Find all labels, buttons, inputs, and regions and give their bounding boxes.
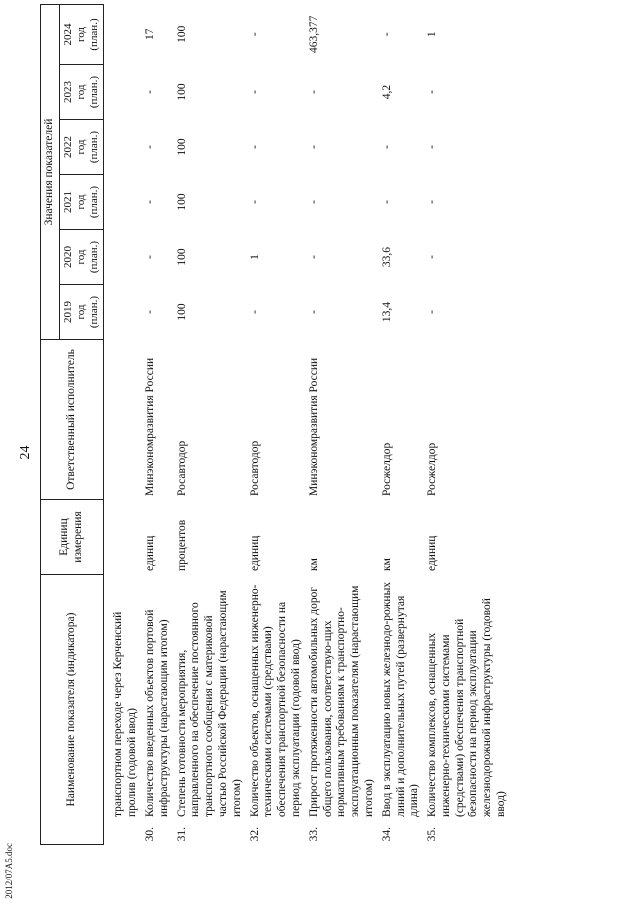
row-value-2024: 100	[175, 25, 188, 43]
row-value-2023: -	[307, 90, 320, 94]
header-year-line: 2021	[61, 191, 74, 213]
table-row	[247, 4, 306, 844]
row-unit: км	[307, 558, 320, 571]
row-indicator-name: Ввод в эксплуатацию новых железнодо-рожных линий и дополнительных путей (развернутая длина)	[380, 581, 421, 817]
footer-filename: 2012/07А5.doc	[4, 843, 14, 899]
table-row	[379, 4, 424, 844]
header-executor: Ответственный исполнитель	[41, 340, 104, 500]
row-value-2019: -	[143, 310, 156, 314]
row-value-2020: 1	[248, 254, 261, 260]
row-value-2020: -	[426, 255, 439, 259]
header-year-line: 2019	[61, 301, 74, 323]
row-value-2022: -	[307, 145, 320, 149]
row-indicator-name: Количество введенных объектов портовой инфраструктуры (нарастающим итогом)	[143, 609, 170, 817]
header-year-line: (план.)	[88, 240, 101, 274]
header-year-line: 2023	[61, 81, 74, 103]
row-unit: км	[380, 558, 393, 571]
continuation-text: транспортном переходе через Керченский пролив (годовой ввод)	[112, 611, 139, 817]
row-value-2023: -	[426, 90, 439, 94]
row-number: 33.	[307, 827, 320, 842]
header-year-line: (план.)	[88, 130, 101, 164]
row-value-2020: -	[143, 255, 156, 259]
row-executor: Минэкономразвития России	[307, 357, 320, 496]
row-value-2024: -	[248, 32, 261, 37]
row-value-2019: -	[307, 310, 320, 314]
row-executor: Росавтодор	[248, 440, 261, 496]
row-value-2022: -	[426, 145, 439, 149]
row-value-2022: 100	[175, 138, 188, 156]
row-value-2023: -	[143, 90, 156, 94]
table-header	[41, 4, 104, 844]
row-value-2022: -	[380, 145, 393, 149]
row-unit: единиц	[248, 535, 261, 571]
header-year-2019	[59, 285, 104, 340]
header-year-line: (план.)	[88, 75, 101, 109]
table-row	[424, 4, 511, 844]
row-indicator-name: Количество комплексов, оснащенных инженерно-техническими системами (средствами) обеспечения транспортной безопасности на период эксплуатации железнодорожной инфраструктуры (годовой ввод)	[426, 598, 508, 817]
row-unit: процентов	[175, 519, 188, 571]
row-value-2020: 33,6	[380, 246, 393, 268]
header-year-line: 2022	[61, 136, 74, 158]
table-row	[174, 4, 247, 844]
row-value-2023: -	[248, 90, 261, 94]
row-value-2020: -	[307, 255, 320, 259]
row-executor: Росжелдор	[380, 442, 393, 496]
header-year-line: год	[74, 139, 87, 155]
header-unit: Единиц измерения	[41, 500, 104, 575]
row-value-2019: -	[248, 310, 261, 314]
row-number: 32.	[248, 827, 261, 842]
row-value-2022: -	[248, 145, 261, 149]
header-year-line: год	[74, 194, 87, 210]
row-unit: единиц	[426, 535, 439, 571]
header-year-2023	[59, 65, 104, 120]
row-value-2021: -	[307, 200, 320, 204]
row-value-2019: 13,4	[380, 301, 393, 323]
row-value-2021: -	[143, 200, 156, 204]
header-year-line: (план.)	[88, 18, 101, 51]
header-year-line: (план.)	[88, 295, 101, 329]
table-body	[104, 4, 511, 844]
continuation-row	[104, 4, 142, 844]
row-value-2024: 1	[426, 31, 439, 38]
row-value-2024: -	[380, 32, 393, 37]
header-year-line: год	[74, 304, 87, 320]
header-year-line: 2020	[61, 246, 74, 268]
header-values-group: Значения показателей	[41, 4, 60, 339]
row-value-2023: 100	[175, 83, 188, 101]
row-number: 30.	[143, 827, 156, 842]
row-executor: Росжелдор	[426, 442, 439, 496]
row-value-2021: -	[426, 200, 439, 204]
row-value-2019: 100	[175, 303, 188, 321]
header-year-2024	[59, 4, 104, 64]
row-value-2021: -	[380, 200, 393, 204]
row-number: 31.	[175, 827, 188, 842]
indicators-table	[40, 4, 511, 845]
row-value-2019: -	[426, 310, 439, 314]
row-value-2021: 100	[175, 193, 188, 211]
row-value-2024: 463,377	[307, 15, 320, 53]
row-number: 35.	[426, 827, 439, 842]
row-value-2023: 4,2	[380, 84, 393, 100]
row-executor: Росавтодор	[175, 440, 188, 496]
header-year-2022	[59, 120, 104, 175]
header-year-line: год	[74, 249, 87, 265]
header-name: Наименование показателя (индикатора)	[41, 575, 104, 845]
header-year-line: (план.)	[88, 185, 101, 219]
page-number: 24	[18, 445, 33, 460]
table-row	[306, 4, 379, 844]
table-row	[142, 4, 174, 844]
header-year-line: год	[74, 84, 87, 100]
row-indicator-name: Степень готовности мероприятия, направленного на обеспечение постоянного транспортного сообщения с материковой частью Российской Федерации (нарастающим итогом)	[175, 590, 243, 817]
row-value-2021: -	[248, 200, 261, 204]
row-indicator-name: Количество объектов, оснащенных инженерно-техническими системами (средствами) обеспечения транспортной безопасности на период эксплуатации (годовой ввод)	[248, 584, 302, 817]
row-indicator-name: Прирост протяженности автомобильных дорог общего пользования, соответствую-щих нормативным требованиям к транспортно-эксплуатационным показателям (нарастающим итогом)	[307, 585, 375, 817]
row-unit: единиц	[143, 535, 156, 571]
header-year-2021	[59, 175, 104, 230]
row-value-2022: -	[143, 145, 156, 149]
header-year-line: 2024	[61, 23, 74, 46]
header-year-2020	[59, 230, 104, 285]
row-value-2024: 17	[143, 28, 156, 40]
row-executor: Минэкономразвития России	[143, 357, 156, 496]
header-year-line: год	[74, 26, 87, 43]
row-number: 34.	[380, 827, 393, 842]
row-value-2020: 100	[175, 248, 188, 266]
